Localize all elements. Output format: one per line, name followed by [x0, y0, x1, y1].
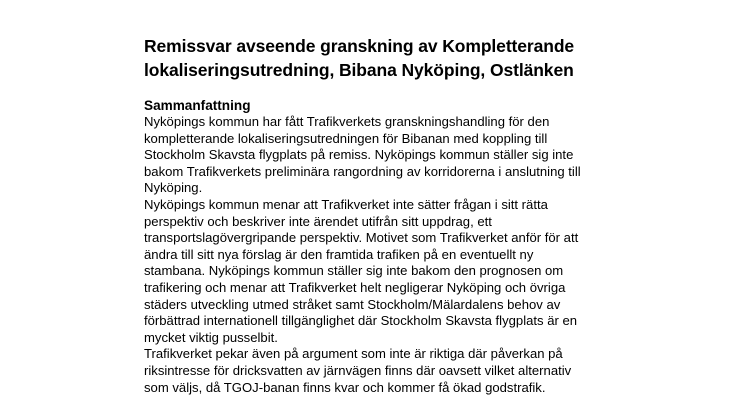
text-line: stambana. Nyköpings kommun ställer sig inte bakom den prognosen om [144, 263, 564, 279]
text-line: trafikering och menar att Trafikverket helt negligerar Nyköping och övriga [144, 279, 566, 295]
title-line: lokaliseringsutredning, Bibana Nyköping, Ostlänken [144, 60, 574, 80]
document-page [144, 34, 614, 396]
title-line: Remissvar avseende granskning av Kompletterande [144, 36, 575, 56]
text-line: kompletterande lokaliseringsutredningen för Bibanan med koppling till [144, 130, 548, 146]
text-line: perspektiv och beskriver inte ärendet utifrån sitt uppdrag, ett [144, 213, 492, 229]
section-heading: Sammanfattning [144, 98, 251, 113]
paragraph-3 [144, 346, 614, 396]
text-line: Nyköpings kommun menar att Trafikverket inte sätter frågan i sitt rätta [144, 196, 548, 212]
text-line: som väljs, då TGOJ-banan finns kvar och kommer få ökad godstrafik. [144, 379, 546, 395]
text-line: ändra till sitt nya förslag är den framtida trafiken på en eventuellt ny [144, 246, 534, 262]
text-line: riksintresse för dricksvatten av järnvägen finns där oavsett vilket alternativ [144, 362, 572, 378]
text-line: Nyköpings kommun har fått Trafikverkets granskningshandling för den [144, 114, 550, 129]
document-title [144, 34, 614, 82]
text-line: städers utveckling utmed stråket samt Stockholm/Mälardalens behov av [144, 296, 561, 312]
text-line: Nyköping. [144, 180, 203, 196]
text-line: förbättrad internationell tillgänglighet där Stockholm Skavsta flygplats är en [144, 313, 578, 329]
text-line: mycket viktig pusselbit. [144, 329, 278, 345]
text-line: Stockholm Skavsta flygplats på remiss. Nyköpings kommun ställer sig inte [144, 147, 574, 163]
text-line: bakom Trafikverkets preliminära rangordning av korridorerna i anslutning till [144, 163, 581, 179]
text-line: Trafikverket pekar även på argument som inte är riktiga där påverkan på [144, 346, 563, 362]
paragraph-2 [144, 197, 614, 346]
text-line: transportslagövergripande perspektiv. Motivet som Trafikverket anför för att [144, 230, 579, 246]
paragraph-1 [144, 114, 614, 197]
